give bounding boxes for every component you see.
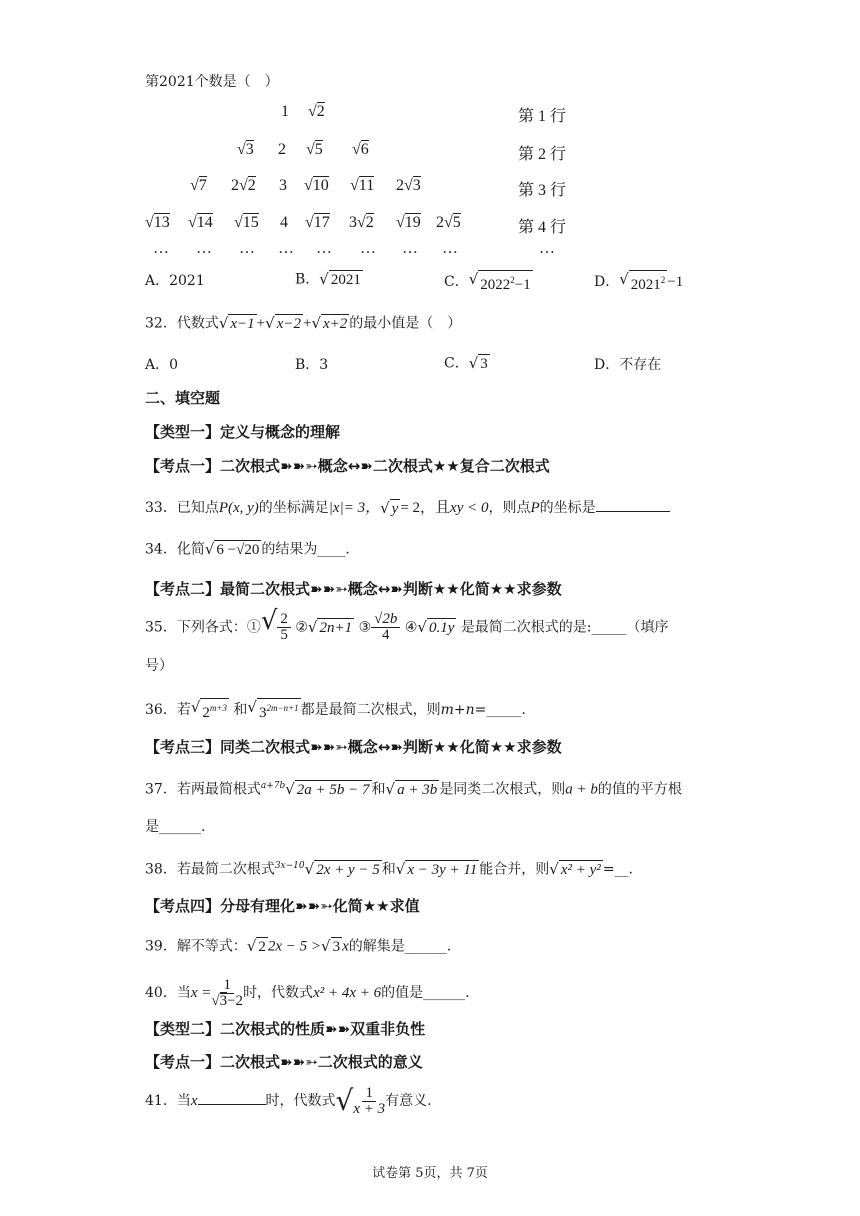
tri-r1-c1: 1: [281, 103, 289, 120]
tri-r4-c2: √14: [188, 214, 213, 231]
row-label-2: 第 2 行: [518, 146, 567, 163]
tri-r3-c1: √7: [190, 177, 207, 194]
tri-r1-c2: √2: [308, 103, 325, 120]
tri-r4-c5: √17: [305, 214, 330, 231]
tri-dots-label: …: [539, 240, 555, 257]
kp-heading-4: 【考点四】分母有理化➽➽➳化简★★求值: [145, 897, 420, 915]
tri-r3-c4: √10: [304, 177, 329, 194]
q32-option-c: C．√ 3: [444, 354, 488, 372]
q35-stem-line2: 号）: [145, 658, 173, 674]
q31-option-b: B．√ 2021: [295, 270, 361, 288]
type-heading-1: 【类型一】定义与概念的理解: [145, 423, 341, 441]
q34-stem: 34．化简√ 6 −√20 的结果为____.: [145, 540, 350, 558]
q32-option-b: B．3: [295, 357, 329, 373]
q38-stem: 38．若最简二次根式$^{3x-10}$√ 2x + y − 5 和√ x − 3y + 11 能合并，则√ x² + y² =__.: [145, 860, 633, 879]
tri-dots-7: …: [402, 240, 418, 257]
q31-option-d: D．√ $2021^2 -1$: [594, 270, 684, 293]
tri-r2-c2: 2: [278, 141, 286, 158]
tri-r4-c7: √19: [396, 214, 421, 231]
q31-option-c: C．√ $2022^2-1$: [444, 270, 531, 293]
tri-r3-c6: 2√3: [396, 177, 421, 194]
tri-dots-8: …: [442, 240, 458, 257]
row-label-4: 第 4 行: [518, 219, 567, 236]
answer-blank: [198, 1090, 266, 1105]
kp-heading-2: 【考点二】最简二次根式➽➽➳概念↔➽判断★★化简★★求参数: [145, 580, 562, 598]
tri-dots-1: …: [153, 240, 169, 257]
q35-stem: 35．下列各式：①√ $\frac{2}{5}$ ②√ 2n+1 ③ $\frac{√2b}{4}$ ④√ 0.1y 是最简二次根式的是:_____（填序: [145, 606, 669, 643]
page-footer: 试卷第 5页，共 7页: [372, 1166, 488, 1181]
q37-stem-line2: 是______.: [145, 819, 206, 835]
q31-option-a: A．2021: [145, 273, 205, 289]
tri-r3-c3: 3: [279, 177, 287, 194]
q37-stem: 37．若两最简根式$^{a+7b}$√ 2a + 5b − 7 和√ a + 3b 是同类二次根式，则a + b的值的平方根: [145, 780, 682, 799]
q33-stem: 33．已知点P(x, y)的坐标满足|x|= 3，√ y = 2，且xy < 0，则点P的坐标是: [145, 497, 670, 518]
tri-dots-4: …: [278, 240, 294, 257]
tri-r2-c4: √6: [352, 141, 369, 158]
tri-r2-c3: √5: [306, 141, 323, 158]
q32-stem: 32．代数式√ x−1 +√ x−2 +√ x+2 的最小值是（ ）: [145, 314, 462, 332]
tri-r4-c4: 4: [280, 214, 288, 231]
answer-blank: [596, 497, 670, 512]
kp-heading-1: 【考点一】二次根式➽➽➳概念↔➽二次根式★★复合二次根式: [145, 457, 550, 475]
tri-dots-5: …: [316, 240, 332, 257]
tri-dots-2: …: [196, 240, 212, 257]
q36-stem: 36．若√ $2^{m+3}$ 和√ $3^{2m-n+1}$ 都是最简二次根式，则m+n=_____.: [145, 698, 526, 721]
kp-heading-3: 【考点三】同类二次根式➽➽➳概念↔➽判断★★化简★★求参数: [145, 738, 562, 756]
tri-r3-c2: 2√2: [231, 177, 256, 194]
q40-stem: 40．当x = $\frac{1}{√3-2}$ 时，代数式x² + 4x + 6的值是______.: [145, 976, 470, 1009]
tri-dots-3: …: [239, 240, 255, 257]
q39-stem: 39．解不等式：√ 2 2x − 5 >√ 3 x的解集是______.: [145, 937, 452, 955]
tri-r4-c3: √15: [234, 214, 259, 231]
tri-r4-c6: 3√2: [349, 214, 374, 231]
kp-heading-5: 【考点一】二次根式➽➽➳二次根式的意义: [145, 1053, 423, 1071]
q31-prompt: 第2021个数是（ ）: [145, 74, 279, 90]
q41-stem: 41．当x 时，代数式√ $\frac{1}{x + 3}$ 有意义.: [145, 1084, 432, 1117]
q32-option-d: D．不存在: [594, 357, 662, 373]
row-label-3: 第 3 行: [518, 182, 567, 199]
tri-dots-6: …: [360, 240, 376, 257]
type-heading-2: 【类型二】二次根式的性质➽➽双重非负性: [145, 1020, 426, 1038]
tri-r2-c1: √3: [237, 141, 254, 158]
row-label-1: 第 1 行: [518, 108, 567, 125]
tri-r4-c8: 2√5: [436, 214, 461, 231]
section-heading: 二、填空题: [145, 389, 221, 407]
q32-option-a: A．0: [145, 357, 179, 373]
tri-r3-c5: √11: [350, 177, 375, 194]
tri-r4-c1: √13: [145, 214, 170, 231]
